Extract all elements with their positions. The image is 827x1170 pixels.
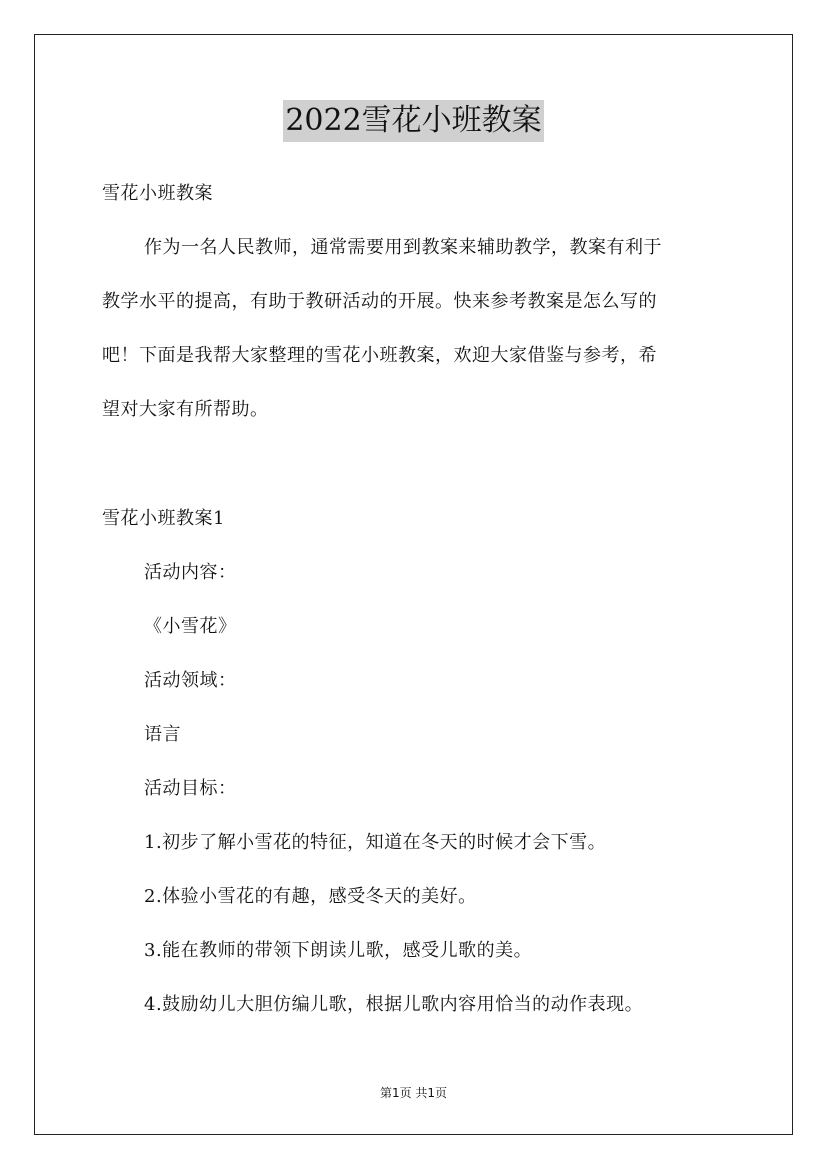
goal-item-1: 1.初步了解小雪花的特征，知道在冬天的时候才会下雪。: [144, 832, 607, 853]
document-title-block: [0, 100, 827, 142]
goal-item-4: 4.鼓励幼儿大胆仿编儿歌，根据儿歌内容用恰当的动作表现。: [144, 994, 644, 1015]
goals-label: 活动目标：: [144, 778, 237, 799]
intro-line-1: 作为一名人民教师，通常需要用到教案来辅助教学，教案有利于: [144, 237, 662, 258]
intro-line-2: 教学水平的提高，有助于教研活动的开展。快来参考教案是怎么写的: [102, 291, 657, 312]
domain-label: 活动领域：: [144, 670, 237, 691]
content-value: 《小雪花》: [144, 616, 237, 637]
domain-value: 语言: [144, 724, 181, 745]
content-label: 活动内容：: [144, 562, 237, 583]
intro-line-3: 吧！下面是我帮大家整理的雪花小班教案，欢迎大家借鉴与参考，希: [102, 345, 657, 366]
page-footer: 第1页 共1页: [379, 1086, 448, 1100]
goal-item-3: 3.能在教师的带领下朗读儿歌，感受儿歌的美。: [144, 940, 533, 961]
section-heading: 雪花小班教案1: [102, 508, 225, 529]
document-title: 2022雪花小班教案: [283, 100, 543, 142]
intro-line-4: 望对大家有所帮助。: [102, 399, 269, 420]
document-subtitle: 雪花小班教案: [102, 183, 213, 204]
goal-item-2: 2.体验小雪花的有趣，感受冬天的美好。: [144, 886, 477, 907]
